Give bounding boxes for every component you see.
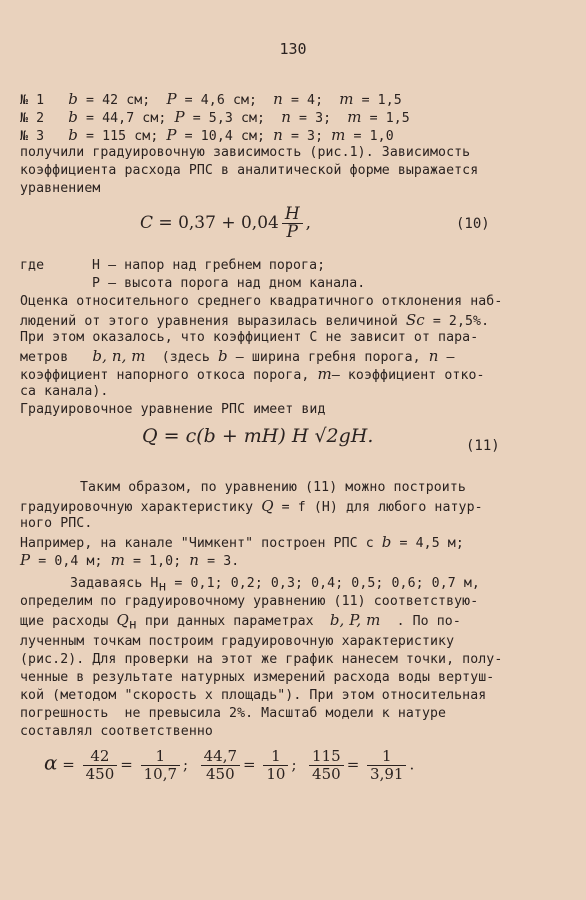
text-line: Например, на канале "Чимкент" построен РПС с b = 4,5 м; — [20, 533, 464, 551]
text-line: получили градуировочную зависимость (рис.1). Зависимость — [20, 145, 471, 160]
text-line: ченные в результате натурных измерений расхода воды вертуш- — [20, 670, 495, 685]
text-line: людений от этого уравнения выразилась величиной Sc = 2,5%. — [20, 311, 490, 329]
scale-ratio-equation: α = $\frac{42}{450}$ = $\frac{1}{10,7}$ ; $\frac{44,7}{450}$ = $\frac{1}{10}$ ; $\frac{115}{450}$ = $\frac{1}{3,91}$ . — [44, 747, 415, 783]
text-line: ного РПС. — [20, 516, 93, 531]
text-line: Градуировочное уравнение РПС имеет вид — [20, 402, 326, 417]
p-definition: P – высота порога над дном канала. — [92, 276, 366, 291]
where-label: где — [20, 258, 45, 273]
text-line: метров b, n, m (здесь b – ширина гребня порога, n – — [20, 347, 455, 365]
text-line: щие расходы $Q_н$ при данных параметрах b, P, m . По по- — [20, 611, 461, 633]
text-line: коэффициента расхода РПС в аналитической форме выражается — [20, 163, 479, 178]
text-line: са канала). — [20, 384, 109, 399]
h-definition: H – напор над гребнем порога; — [92, 258, 326, 273]
page-number: 130 — [279, 40, 307, 58]
equation-number-10: (10) — [456, 216, 490, 232]
param-row-1: № 1 b = 42 см; P = 4,6 см; n = 4; m = 1,5 — [20, 90, 402, 108]
equation-number-11: (11) — [466, 438, 500, 454]
text-line: Оценка относительного среднего квадратичного отклонения наб- — [20, 294, 503, 309]
text-line: составлял соответственно — [20, 724, 213, 739]
text-line: При этом оказалось, что коэффициент C не зависит от пара- — [20, 330, 479, 345]
text-line: P = 0,4 м; m = 1,0; n = 3. — [20, 551, 240, 569]
text-line: погрешность не превысила 2%. Масштаб модели к натуре — [20, 706, 447, 721]
param-row-3: № 3 b = 115 см; P = 10,4 см; n = 3; m = 1,0 — [20, 126, 394, 144]
text-line: определим по градуировочному уравнению (11) соответствую- — [20, 594, 479, 609]
equation-10: C = 0,37 + 0,04 $\frac{H}{P}$ , — [140, 204, 312, 242]
text-line: Задаваясь $H_н = 0,1$; 0,2; 0,3; 0,4; 0,5; 0,6; 0,7 м, — [70, 576, 480, 595]
text-line: кой (методом "скорость х площадь"). При этом относительная — [20, 688, 487, 703]
text-line: коэффициент напорного откоса порога, m– коэффициент отко- — [20, 365, 485, 383]
text-line: Таким образом, по уравнению (11) можно построить — [80, 480, 466, 495]
text-line: лученным точкам построим градуировочную характеристику — [20, 634, 455, 649]
text-line: (рис.2). Для проверки на этот же график нанесем точки, полу- — [20, 652, 503, 667]
text-line: уравнением — [20, 181, 101, 196]
param-row-2: № 2 b = 44,7 см; P = 5,3 см; n = 3; m = 1,5 — [20, 108, 410, 126]
equation-11: Q = c(b + mH) H √2gH. — [142, 425, 374, 447]
text-line: градуировочную характеристику Q = f (H) для любого натур- — [20, 497, 483, 515]
